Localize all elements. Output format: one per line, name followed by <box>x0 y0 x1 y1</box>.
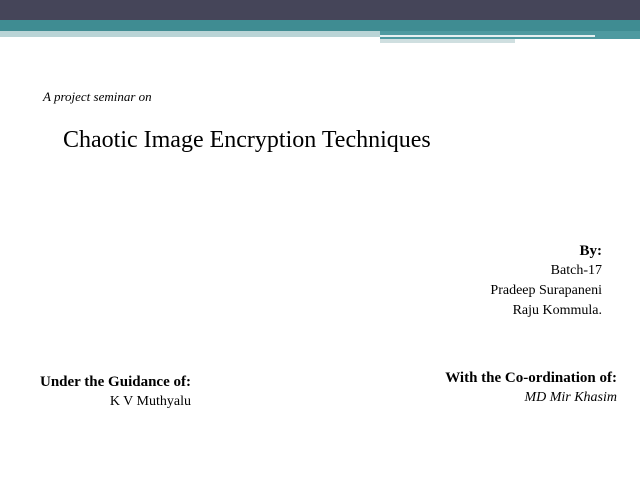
guide-name: K V Muthyalu <box>109 394 191 409</box>
slide-title: Chaotic Image Encryption Techniques <box>63 127 431 153</box>
header-band-light <box>0 31 380 37</box>
header-band-dark <box>0 0 640 20</box>
by-label: By: <box>579 243 602 259</box>
author-name-2: Raju Kommula. <box>512 303 602 318</box>
intro-text: A project seminar on <box>43 89 152 104</box>
header-band-highlight <box>380 35 595 37</box>
coordinator-name: MD Mir Khasim <box>524 390 617 405</box>
coordination-block <box>445 368 617 408</box>
authors-block <box>490 241 602 321</box>
header-band-pale <box>380 39 515 43</box>
author-name-1: Pradeep Surapaneni <box>490 283 602 298</box>
guidance-block <box>40 373 191 411</box>
guidance-label: Under the Guidance of: <box>40 374 191 390</box>
coordination-label: With the Co-ordination of: <box>445 370 617 386</box>
header-band-teal <box>0 20 640 31</box>
batch-text: Batch-17 <box>550 263 602 278</box>
